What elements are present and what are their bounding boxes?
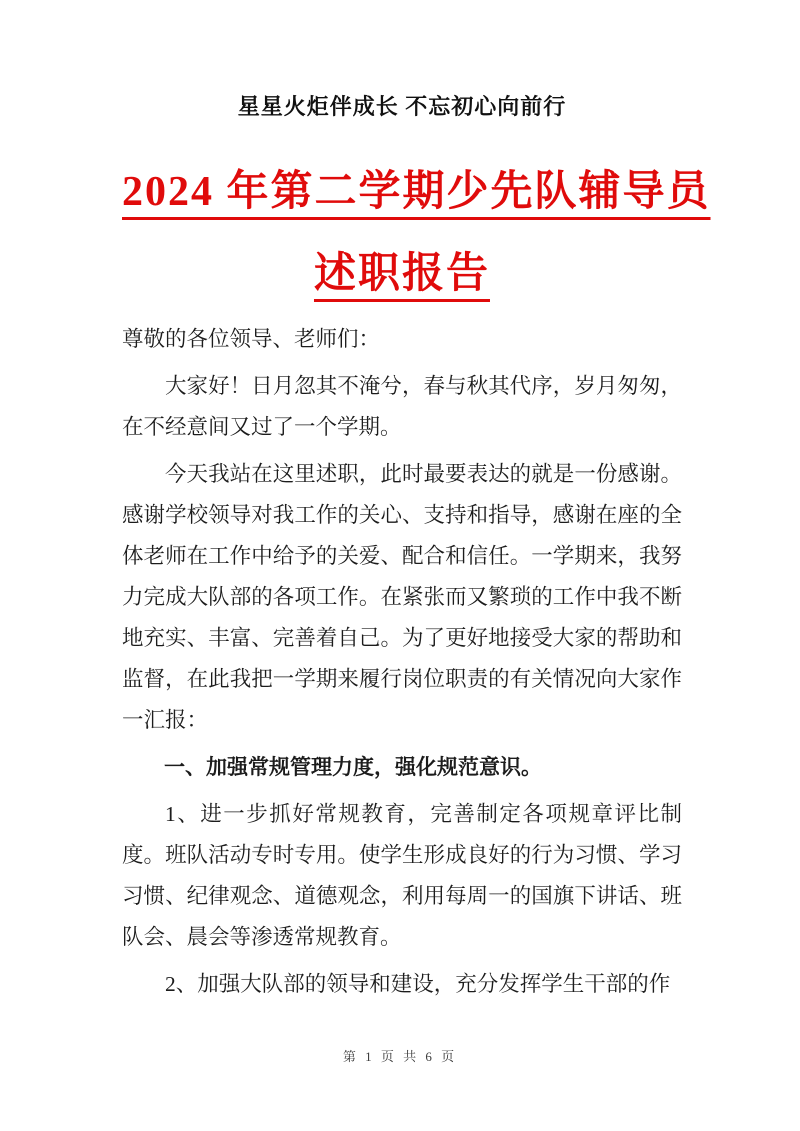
paragraph: 1、进一步抓好常规教育，完善制定各项规章评比制度。班队活动专时专用。使学生形成良好的行为习惯、学习习惯、纪律观念、道德观念，利用每周一的国旗下讲话、班队会、晨会等渗透常规教育。 [122,802,682,949]
paragraph: 今天我站在这里述职，此时最要表达的就是一份感谢。感谢学校领导对我工作的关心、支持和指导，感谢在座的全体老师在工作中给予的关爱、配合和信任。一学期来，我努力完成大队部的各项工作。在紧张而又繁琐的工作中我不断地充实、丰富、完善着自己。为了更好地接受大家的帮助和监督，在此我把一学期来履行岗位职责的有关情况向大家作一汇报： [122,462,682,732]
document-header: 星星火炬伴成长 不忘初心向前行 [237,94,567,119]
page-number: 第 1 页 共 6 页 [342,1049,458,1064]
section-heading: 一、加强常规管理力度，强化规范意识。 [164,756,542,779]
paragraph: 尊敬的各位领导、老师们： [122,327,381,351]
paragraph: 2、加强大队部的领导和建设，充分发挥学生干部的作 [165,972,671,996]
document-title-line1: 2024 年第二学期少先队辅导员 [122,169,711,215]
document-title [122,151,711,315]
document-title-line2: 述职报告 [313,251,490,297]
paragraph: 大家好！日月忽其不淹兮，春与秋其代序，岁月匆匆，在不经意间又过了一个学期。 [122,374,682,439]
document-body [122,319,682,1005]
